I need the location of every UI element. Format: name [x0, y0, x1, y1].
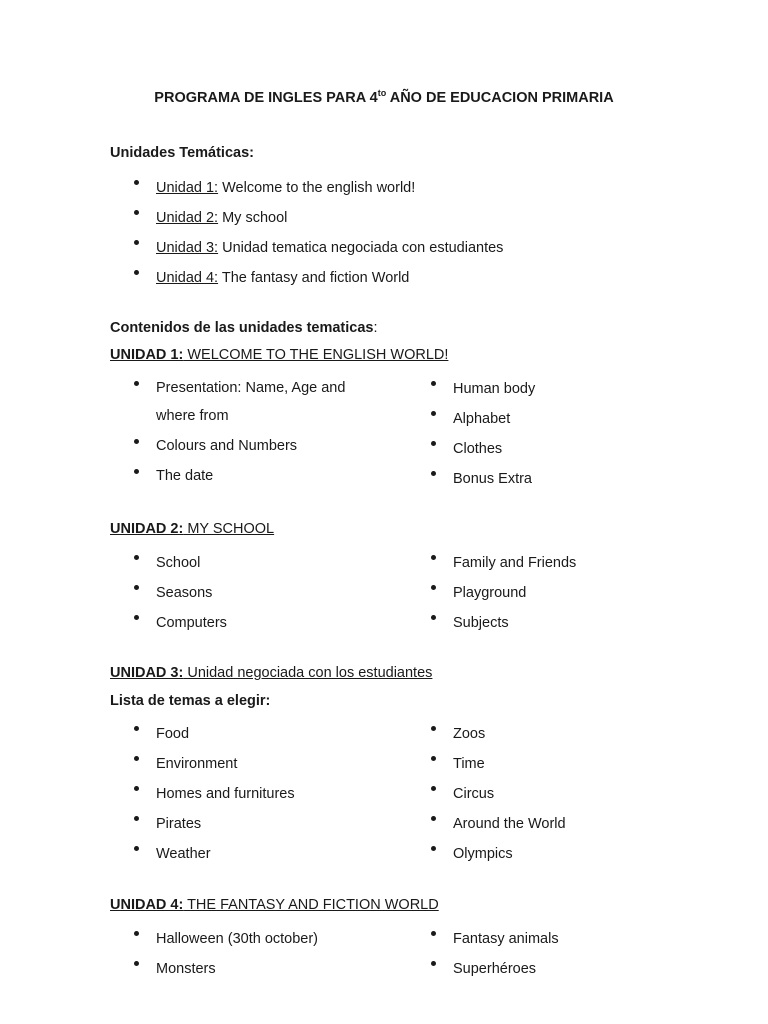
list-item: Homes and furnitures	[110, 779, 295, 809]
list-item: Presentation: Name, Age and where from	[110, 374, 370, 430]
list-item: Superhéroes	[407, 954, 559, 984]
unit2-right-list	[407, 548, 576, 638]
unit3-list-heading: Lista de temas a elegir:	[110, 693, 271, 709]
list-item: Halloween (30th october)	[110, 924, 318, 954]
list-item: Seasons	[110, 578, 227, 608]
list-item: Alphabet	[407, 404, 535, 434]
unit1-heading: UNIDAD 1: WELCOME TO THE ENGLISH WORLD!	[110, 347, 449, 363]
list-item: Colours and Numbers	[110, 432, 370, 460]
list-item: Bonus Extra	[407, 464, 535, 494]
unit3-heading: UNIDAD 3: Unidad negociada con los estudiantes	[110, 665, 433, 681]
unit2-heading: UNIDAD 2: MY SCHOOL	[110, 521, 275, 537]
list-item: Zoos	[407, 719, 566, 749]
list-item: Human body	[407, 374, 535, 404]
list-item: Time	[407, 749, 566, 779]
unit1-right-list	[407, 374, 535, 494]
list-item: Fantasy animals	[407, 924, 559, 954]
unit4-right-list	[407, 924, 559, 984]
list-item: Unidad 3: Unidad tematica negociada con estudiantes	[110, 233, 503, 263]
list-item: Pirates	[110, 809, 295, 839]
list-item: The date	[110, 462, 370, 490]
unit3-right-list	[407, 719, 566, 869]
list-item: Circus	[407, 779, 566, 809]
list-item: Clothes	[407, 434, 535, 464]
unidades-list	[110, 173, 503, 293]
document-title: PROGRAMA DE INGLES PARA $4^{to}$ AÑO DE EDUCACION PRIMARIA	[154, 88, 614, 106]
unit2-left-list	[110, 548, 227, 638]
list-item: Computers	[110, 608, 227, 638]
unit4-left-list	[110, 924, 318, 984]
list-item: Unidad 2: My school	[110, 203, 503, 233]
list-item: Around the World	[407, 809, 566, 839]
list-item: Olympics	[407, 839, 566, 869]
contenidos-heading: Contenidos de las unidades tematicas:	[110, 320, 378, 336]
unit1-left-list	[110, 374, 370, 490]
list-item: Monsters	[110, 954, 318, 984]
list-item: Playground	[407, 578, 576, 608]
unidades-heading: Unidades Temáticas:	[110, 145, 254, 161]
list-item: Unidad 1: Welcome to the english world!	[110, 173, 503, 203]
unit4-heading: UNIDAD 4: THE FANTASY AND FICTION WORLD	[110, 897, 439, 913]
list-item: Family and Friends	[407, 548, 576, 578]
list-item: Food	[110, 719, 295, 749]
list-item: Subjects	[407, 608, 576, 638]
list-item: Weather	[110, 839, 295, 869]
list-item: School	[110, 548, 227, 578]
unit3-left-list	[110, 719, 295, 869]
list-item: Environment	[110, 749, 295, 779]
list-item: Unidad 4: The fantasy and fiction World	[110, 263, 503, 293]
